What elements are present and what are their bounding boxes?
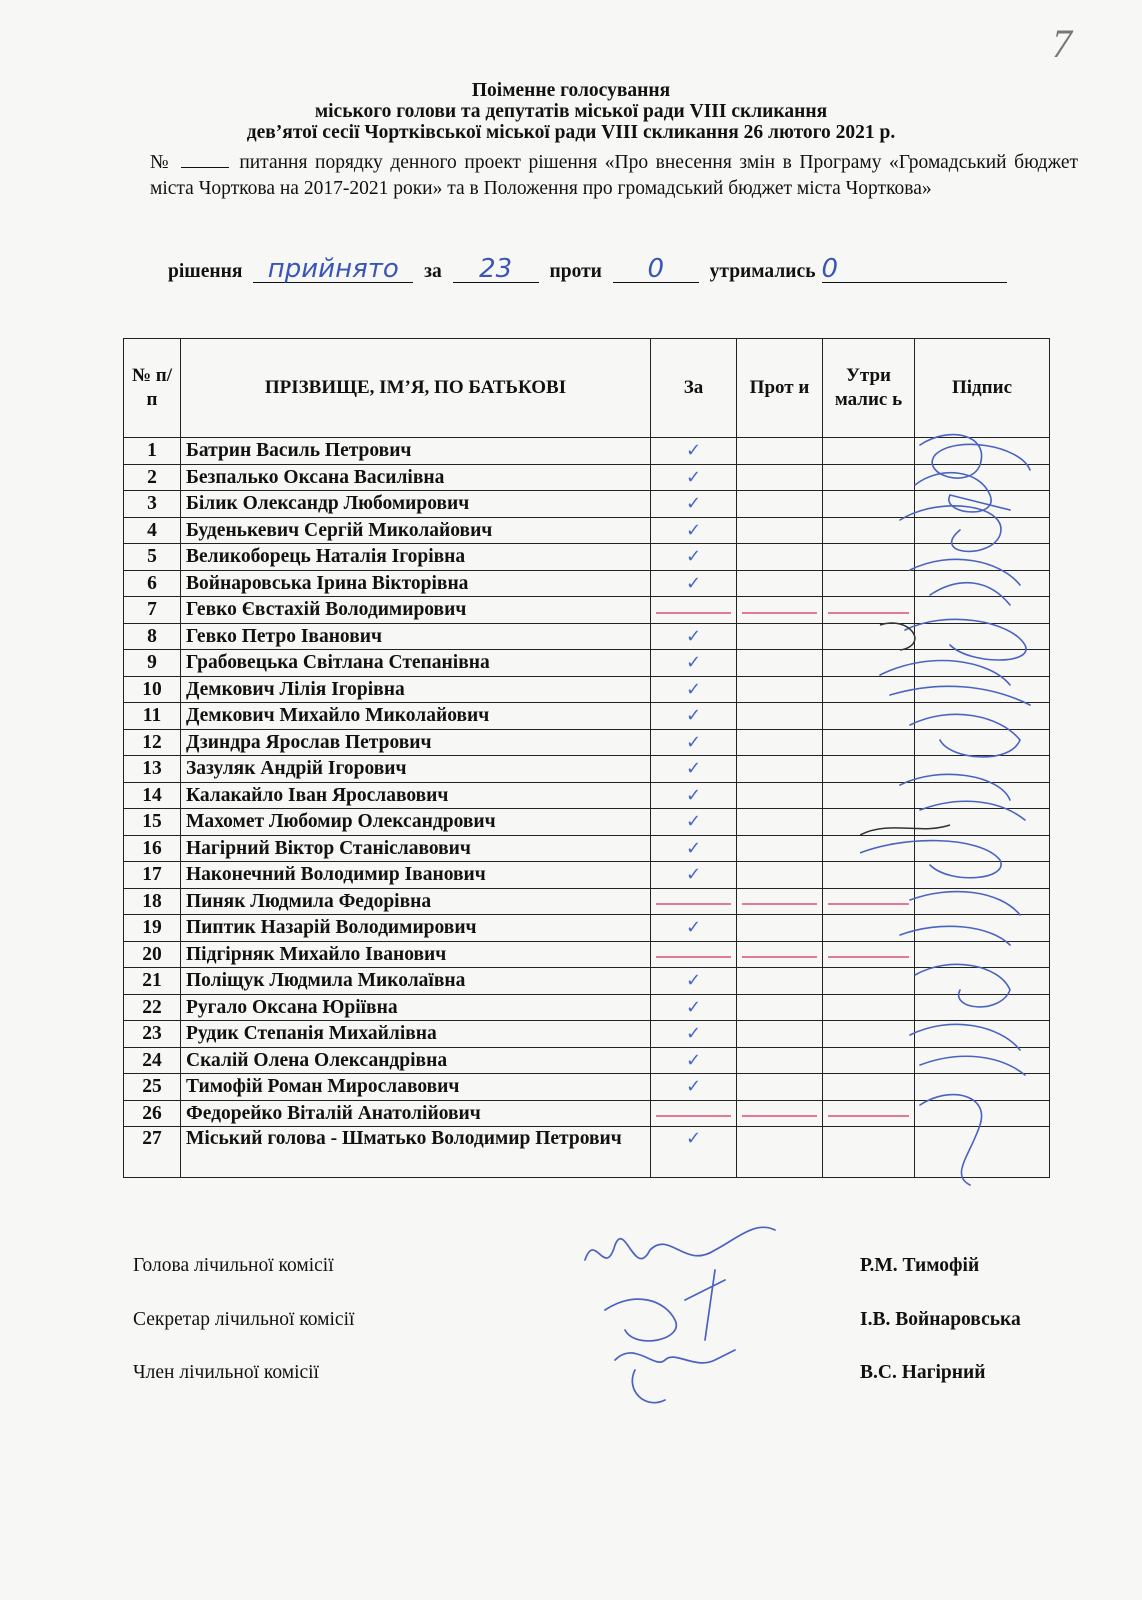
row-vote-for: ✓ [651, 835, 737, 862]
row-vote-for: ✓ [651, 438, 737, 465]
row-vote-against [737, 1100, 823, 1127]
row-vote-for [651, 597, 737, 624]
row-name: Ругало Оксана Юріївна [181, 994, 651, 1021]
page-number: 7 [1052, 21, 1072, 66]
row-number: 4 [124, 517, 181, 544]
row-name: Федорейко Віталій Анатолійович [181, 1100, 651, 1127]
absent-mark [656, 956, 731, 958]
row-vote-for: ✓ [651, 464, 737, 491]
agenda-number-sign: № [150, 152, 172, 173]
chair-label: Голова лічильної комісії [133, 1255, 334, 1276]
absent-mark [742, 956, 817, 958]
col-against-header: Прот и [737, 339, 823, 438]
document-header [0, 80, 1142, 143]
row-name: Батрин Василь Петрович [181, 438, 651, 465]
row-vote-against [737, 968, 823, 995]
header-subtitle: міського голови та депутатів міської ради VIII скликання [314, 101, 828, 122]
row-name: Гевко Євстахій Володимирович [181, 597, 651, 624]
against-label: проти [549, 261, 602, 282]
chair-name: Р.М. Тимофій [860, 1255, 980, 1276]
row-vote-against [737, 623, 823, 650]
row-name: Грабовецька Світлана Степанівна [181, 650, 651, 677]
row-vote-for: ✓ [651, 491, 737, 518]
decision-value: прийнято [253, 256, 413, 283]
row-number: 14 [124, 782, 181, 809]
row-vote-for: ✓ [651, 994, 737, 1021]
row-vote-against [737, 915, 823, 942]
abstained-label: утримались [709, 261, 816, 282]
row-vote-against [737, 862, 823, 889]
header-session: дев’ятої сесії Чортківської міської ради VIII скликання 26 лютого 2021 р. [246, 122, 896, 143]
row-number: 17 [124, 862, 181, 889]
row-number: 15 [124, 809, 181, 836]
col-abstained-header: Утри малис ь [823, 339, 915, 438]
row-number: 19 [124, 915, 181, 942]
row-vote-for: ✓ [651, 544, 737, 571]
agenda-text: питання порядку денного проект рішення «Про внесення змін в Програму «Громадський бюджет міста Чорткова на 2017-2021 роки» та в Положення про громадський бюджет міста Чорткова» [150, 152, 1078, 199]
absent-mark [742, 903, 817, 905]
row-vote-for [651, 1100, 737, 1127]
row-vote-for: ✓ [651, 517, 737, 544]
absent-mark [656, 612, 731, 614]
row-vote-for: ✓ [651, 650, 737, 677]
row-number: 12 [124, 729, 181, 756]
row-vote-for: ✓ [651, 915, 737, 942]
row-vote-against [737, 835, 823, 862]
row-name: Наконечний Володимир Іванович [181, 862, 651, 889]
row-vote-against [737, 782, 823, 809]
row-vote-for: ✓ [651, 1021, 737, 1048]
row-number: 7 [124, 597, 181, 624]
row-vote-against [737, 703, 823, 730]
row-number: 27 [124, 1127, 181, 1178]
row-name: Підгірняк Михайло Іванович [181, 941, 651, 968]
row-vote-against [737, 517, 823, 544]
row-number: 21 [124, 968, 181, 995]
abstained-value: 0 [822, 256, 1007, 283]
row-name: Буденькевич Сергій Миколайович [181, 517, 651, 544]
row-number: 8 [124, 623, 181, 650]
row-vote-against [737, 888, 823, 915]
row-number: 22 [124, 994, 181, 1021]
row-name: Великоборець Наталія Ігорівна [181, 544, 651, 571]
row-name: Нагірний Віктор Станіславович [181, 835, 651, 862]
row-number: 18 [124, 888, 181, 915]
agenda-item [150, 150, 1078, 202]
absent-mark [656, 903, 731, 905]
row-number: 11 [124, 703, 181, 730]
row-name: Міський голова - Шматько Володимир Петрович [181, 1127, 651, 1178]
row-vote-for: ✓ [651, 623, 737, 650]
row-vote-for: ✓ [651, 809, 737, 836]
absent-mark [656, 1115, 731, 1117]
row-name: Пиптик Назарій Володимирович [181, 915, 651, 942]
row-vote-against [737, 491, 823, 518]
row-name: Демкович Лілія Ігорівна [181, 676, 651, 703]
row-vote-against [737, 809, 823, 836]
row-number: 1 [124, 438, 181, 465]
member-name: В.С. Нагірний [860, 1362, 986, 1383]
col-for-header: За [651, 339, 737, 438]
row-vote-against [737, 1127, 823, 1178]
row-vote-against [737, 756, 823, 783]
row-number: 2 [124, 464, 181, 491]
row-number: 10 [124, 676, 181, 703]
absent-mark [742, 612, 817, 614]
row-name: Безпалько Оксана Василівна [181, 464, 651, 491]
row-vote-against [737, 676, 823, 703]
for-value: 23 [453, 256, 539, 283]
against-value: 0 [613, 256, 699, 283]
col-number-header: № п/п [124, 339, 181, 438]
row-number: 16 [124, 835, 181, 862]
row-name: Войнаровська Ірина Вікторівна [181, 570, 651, 597]
row-vote-for: ✓ [651, 968, 737, 995]
row-vote-for: ✓ [651, 1074, 737, 1101]
row-vote-against [737, 1047, 823, 1074]
row-name: Скалій Олена Олександрівна [181, 1047, 651, 1074]
row-vote-against [737, 597, 823, 624]
row-vote-for: ✓ [651, 1047, 737, 1074]
row-vote-against [737, 729, 823, 756]
row-vote-against [737, 1074, 823, 1101]
member-label: Член лічильної комісії [133, 1362, 319, 1383]
row-vote-for: ✓ [651, 756, 737, 783]
row-vote-for: ✓ [651, 862, 737, 889]
row-vote-for [651, 888, 737, 915]
row-vote-for: ✓ [651, 1127, 737, 1178]
row-number: 20 [124, 941, 181, 968]
row-name: Поліщук Людмила Миколаївна [181, 968, 651, 995]
agenda-number-blank [181, 151, 229, 168]
row-number: 6 [124, 570, 181, 597]
row-vote-against [737, 544, 823, 571]
col-signature-header: Підпис [915, 339, 1050, 438]
row-vote-against [737, 438, 823, 465]
row-number: 9 [124, 650, 181, 677]
row-vote-for: ✓ [651, 782, 737, 809]
col-name-header: ПРІЗВИЩЕ, ІМ’Я, ПО БАТЬКОВІ [181, 339, 651, 438]
header-title: Поіменне голосування [471, 80, 671, 101]
row-name: Рудик Степанія Михайлівна [181, 1021, 651, 1048]
row-number: 24 [124, 1047, 181, 1074]
row-vote-for: ✓ [651, 703, 737, 730]
row-vote-against [737, 570, 823, 597]
row-vote-against [737, 994, 823, 1021]
row-number: 13 [124, 756, 181, 783]
row-vote-for: ✓ [651, 676, 737, 703]
row-name: Махомет Любомир Олександрович [181, 809, 651, 836]
row-vote-against [737, 464, 823, 491]
row-vote-against [737, 650, 823, 677]
row-name: Дзиндра Ярослав Петрович [181, 729, 651, 756]
for-label: за [424, 261, 442, 282]
secretary-name: І.В. Войнаровська [860, 1309, 1021, 1330]
row-name: Гевко Петро Іванович [181, 623, 651, 650]
decision-label: рішення [168, 261, 243, 282]
row-vote-for: ✓ [651, 729, 737, 756]
row-number: 23 [124, 1021, 181, 1048]
row-vote-against [737, 1021, 823, 1048]
absent-mark [742, 1115, 817, 1117]
row-name: Пиняк Людмила Федорівна [181, 888, 651, 915]
row-name: Зазуляк Андрій Ігорович [181, 756, 651, 783]
row-name: Тимофій Роман Мирославович [181, 1074, 651, 1101]
row-number: 5 [124, 544, 181, 571]
row-number: 3 [124, 491, 181, 518]
member-signatures-image [860, 395, 1050, 1195]
row-vote-for [651, 941, 737, 968]
row-name: Демкович Михайло Миколайович [181, 703, 651, 730]
secretary-label: Секретар лічильної комісії [133, 1309, 355, 1330]
row-number: 25 [124, 1074, 181, 1101]
row-name: Калакайло Іван Ярославович [181, 782, 651, 809]
row-name: Білик Олександр Любомирович [181, 491, 651, 518]
row-vote-for: ✓ [651, 570, 737, 597]
row-number: 26 [124, 1100, 181, 1127]
row-vote-against [737, 941, 823, 968]
commission-signatures-image [575, 1210, 795, 1420]
decision-line [168, 256, 1068, 283]
